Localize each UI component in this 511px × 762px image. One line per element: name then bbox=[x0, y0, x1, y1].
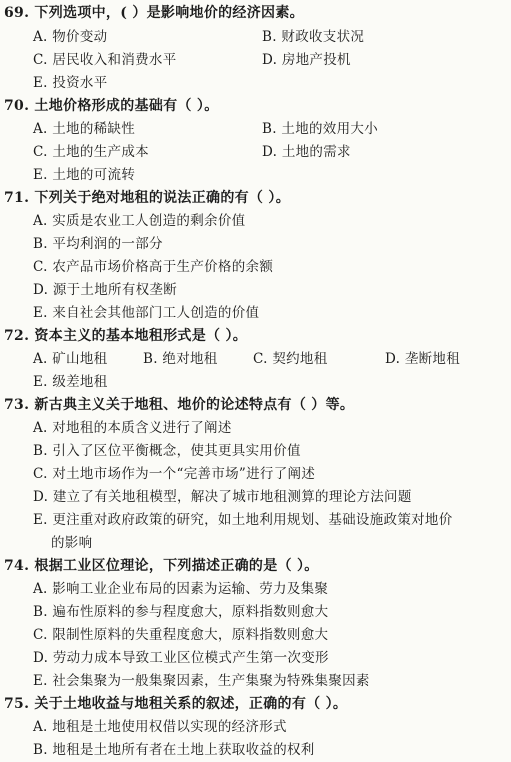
options-row bbox=[0, 279, 511, 302]
options-row bbox=[0, 164, 511, 187]
question-70 bbox=[0, 95, 511, 118]
question-stem: 74. 根据工业区位理论，下列描述正确的是（ ）。 bbox=[4, 558, 319, 574]
option-e: E. 社会集聚为一般集聚因素，生产集聚为特殊集聚因素 bbox=[33, 673, 370, 689]
option-e: E. 级差地租 bbox=[33, 374, 108, 390]
options-row bbox=[0, 509, 511, 532]
options-row bbox=[0, 233, 511, 256]
options-row bbox=[0, 647, 511, 670]
options-row bbox=[0, 486, 511, 509]
question-stem: 75. 关于土地收益与地租关系的叙述，正确的有（ ）。 bbox=[4, 696, 348, 712]
question-75 bbox=[0, 693, 511, 716]
option-e: E. 土地的可流转 bbox=[33, 167, 136, 183]
option-a: A. 对地租的本质含义进行了阐述 bbox=[33, 420, 232, 436]
options-row bbox=[0, 49, 511, 72]
options-row bbox=[0, 716, 511, 739]
option-b: B. 地租是土地所有者在土地上获取收益的权利 bbox=[33, 742, 315, 758]
option-e: E. 更注重对政府政策的研究，如土地利用规划、基础设施政策对地价 bbox=[33, 512, 453, 528]
question-stem: 70. 土地价格形成的基础有（ ）。 bbox=[4, 98, 219, 114]
option-d: D. 房地产投机 bbox=[262, 52, 351, 68]
options-row bbox=[0, 26, 511, 49]
option-e: E. 投资水平 bbox=[33, 75, 108, 91]
options-row bbox=[0, 670, 511, 693]
option-b: B. 土地的效用大小 bbox=[262, 121, 379, 137]
question-stem: 73. 新古典主义关于地租、地价的论述特点有（ ）等。 bbox=[4, 397, 355, 413]
option-a: A. 实质是农业工人创造的剩余价值 bbox=[33, 213, 246, 229]
options-row bbox=[0, 463, 511, 486]
option-c: C. 农产品市场价格高于生产价格的余额 bbox=[33, 259, 274, 275]
question-stem: 71. 下列关于绝对地租的说法正确的有（ ）。 bbox=[4, 190, 291, 206]
option-d: D. 垄断地租 bbox=[385, 351, 461, 367]
question-stem: 72. 资本主义的基本地租形式是（ ）。 bbox=[4, 328, 248, 344]
option-b: B. 财政收支状况 bbox=[262, 29, 365, 45]
options-row bbox=[0, 118, 511, 141]
options-row bbox=[0, 532, 511, 555]
option-d: D. 劳动力成本导致工业区位模式产生第一次变形 bbox=[33, 650, 329, 666]
question-69 bbox=[0, 2, 511, 25]
question-71 bbox=[0, 187, 511, 210]
question-stem: 69. 下列选项中，( ）是影响地价的经济因素。 bbox=[4, 5, 304, 21]
options-row bbox=[0, 440, 511, 463]
options-row bbox=[0, 302, 511, 325]
question-72 bbox=[0, 325, 511, 348]
options-row bbox=[0, 348, 511, 371]
option-d: D. 源于土地所有权垄断 bbox=[33, 282, 178, 298]
options-row bbox=[0, 624, 511, 647]
question-73 bbox=[0, 394, 511, 417]
option-b: B. 绝对地租 bbox=[143, 351, 218, 367]
option-a: A. 影响工业企业布局的因素为运输、劳力及集聚 bbox=[33, 581, 329, 597]
option-b: B. 平均利润的一部分 bbox=[33, 236, 163, 252]
option-c: C. 对土地市场作为一个“完善市场”进行了阐述 bbox=[33, 466, 316, 482]
options-row bbox=[0, 210, 511, 233]
options-row bbox=[0, 417, 511, 440]
options-row bbox=[0, 141, 511, 164]
option-c: C. 契约地租 bbox=[253, 351, 328, 367]
options-row bbox=[0, 578, 511, 601]
options-row bbox=[0, 739, 511, 762]
option-d: D. 建立了有关地租模型，解决了城市地租测算的理论方法问题 bbox=[33, 489, 412, 505]
option-d: D. 土地的需求 bbox=[262, 144, 351, 160]
option-b: B. 遍布性原料的参与程度愈大，原料指数则愈大 bbox=[33, 604, 329, 620]
options-row bbox=[0, 72, 511, 95]
options-row bbox=[0, 256, 511, 279]
option-b: B. 引入了区位平衡概念，使其更具实用价值 bbox=[33, 443, 301, 459]
option-c: C. 限制性原料的失重程度愈大，原料指数则愈大 bbox=[33, 627, 329, 643]
option-a: A. 地租是土地使用权借以实现的经济形式 bbox=[33, 719, 287, 735]
option-e: E. 来自社会其他部门工人创造的价值 bbox=[33, 305, 260, 321]
option-c: C. 土地的生产成本 bbox=[33, 144, 149, 160]
option-a: A. 物价变动 bbox=[33, 29, 108, 45]
options-row bbox=[0, 601, 511, 624]
options-row bbox=[0, 371, 511, 394]
question-74 bbox=[0, 555, 511, 578]
option-c: C. 居民收入和消费水平 bbox=[33, 52, 177, 68]
option-a: A. 矿山地租 bbox=[33, 351, 108, 367]
option-a: A. 土地的稀缺性 bbox=[33, 121, 136, 137]
option-e-continuation: 的影响 bbox=[51, 535, 93, 551]
